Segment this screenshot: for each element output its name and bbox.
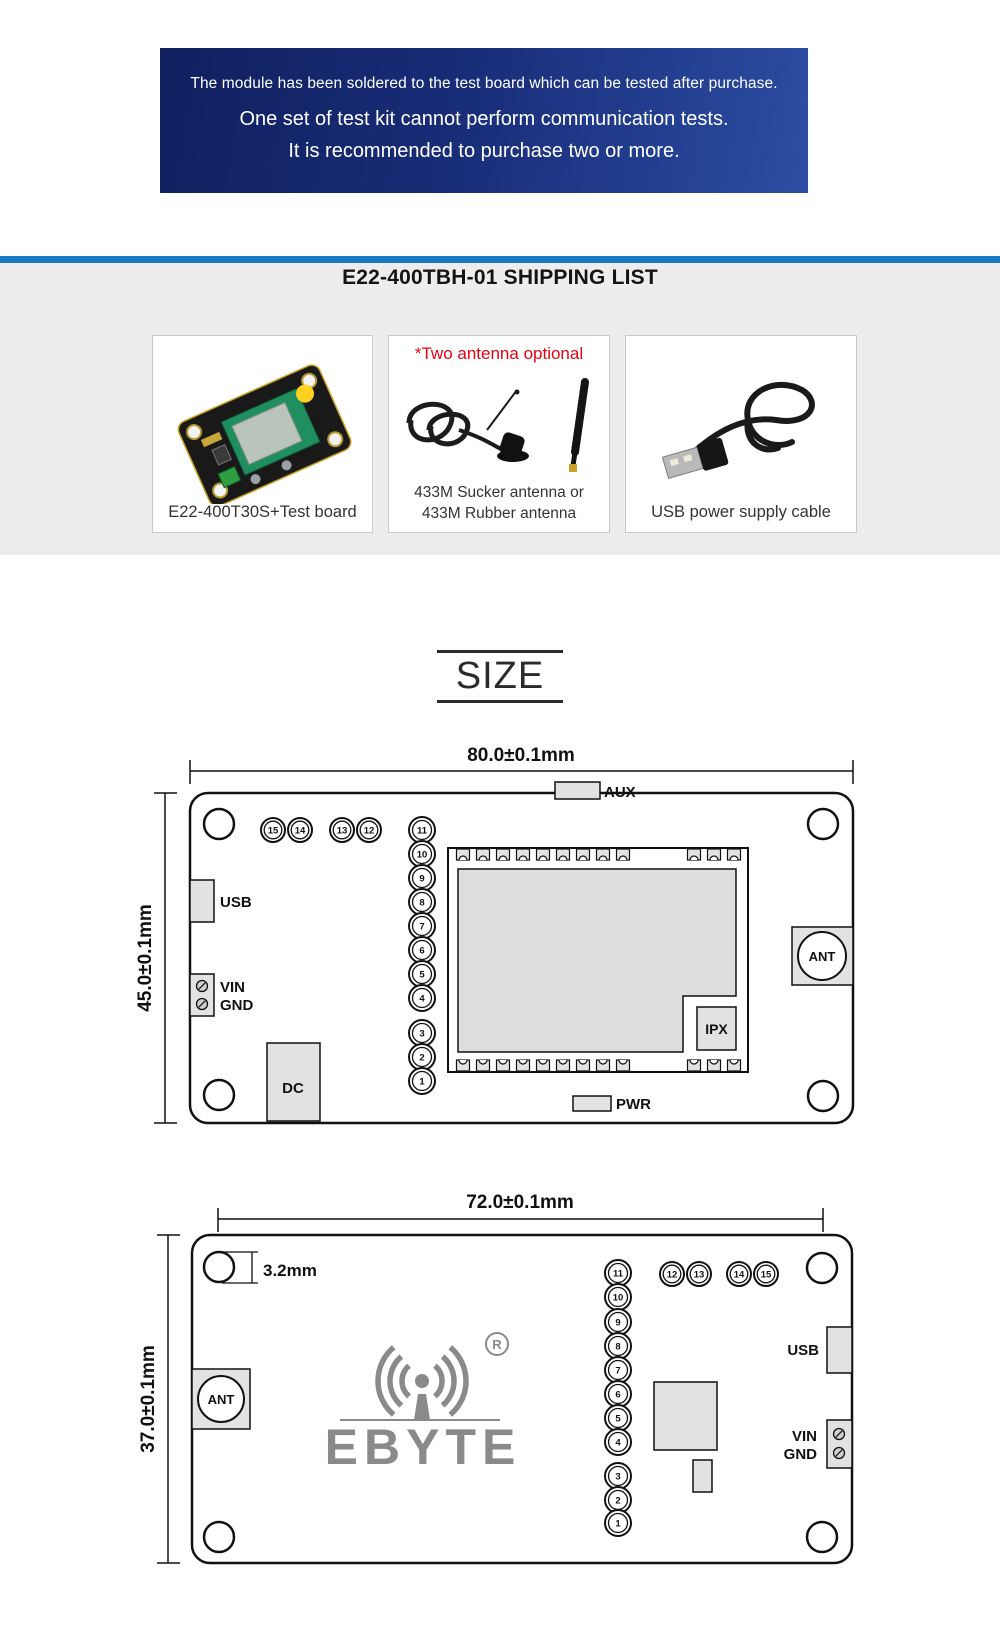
d1-module-castellations-bottom <box>457 1060 741 1071</box>
d1-pin-column <box>409 817 435 1094</box>
shipping-item-usb-cable <box>625 335 857 533</box>
d1-usb-label: USB <box>220 894 252 911</box>
shipping-item-test-board <box>152 335 373 533</box>
d2-pin-12: 12 <box>666 1269 678 1281</box>
d1-pwr-pad <box>573 1096 611 1111</box>
d2-pin-10: 10 <box>612 1292 624 1304</box>
d1-ant-label: ANT <box>808 949 836 964</box>
d2-pin-13: 13 <box>693 1269 705 1281</box>
d2-height-dim-label: 37.0±0.1mm <box>138 1345 159 1453</box>
d1-vin-label: VIN <box>220 979 246 996</box>
d2-component-pad-small <box>693 1460 712 1492</box>
test-board-label: E22-400T30S+Test board <box>168 503 357 521</box>
d1-pin-7: 7 <box>419 921 425 933</box>
d1-pwr-label: PWR <box>616 1096 651 1113</box>
antennas-image <box>389 368 609 478</box>
size-rule-bottom <box>437 700 563 703</box>
dimension-drawing-top-board <box>130 735 890 1135</box>
d1-pin-15: 15 <box>267 825 279 837</box>
d2-pin-3: 3 <box>615 1471 621 1483</box>
d1-aux-pad <box>555 782 600 799</box>
d2-usb-pad <box>827 1327 852 1373</box>
d1-pin-11: 11 <box>416 825 428 837</box>
d1-height-dimension <box>154 793 177 1123</box>
d2-usb-label: USB <box>787 1342 819 1359</box>
antenna-option-note: *Two antenna optional <box>414 344 584 363</box>
d2-ant-label: ANT <box>207 1392 235 1407</box>
d2-pin-9: 9 <box>615 1317 621 1329</box>
d1-power-terminal <box>190 974 214 1016</box>
d1-module-castellations-top <box>457 849 741 860</box>
d2-mounting-hole-tl <box>204 1252 234 1282</box>
d2-pin-4: 4 <box>615 1437 621 1449</box>
ebyte-logo-text: EBYTE <box>324 1419 522 1475</box>
antennas-label <box>389 482 609 524</box>
d2-mounting-hole-tr <box>807 1253 837 1283</box>
banner-line-2: One set of test kit cannot perform communication tests. <box>239 108 729 130</box>
d1-gnd-label: GND <box>220 997 254 1014</box>
d2-pin-column <box>605 1260 631 1536</box>
d1-pin-1: 1 <box>419 1076 425 1088</box>
d2-width-dim-label: 72.0±0.1mm <box>466 1192 574 1213</box>
d2-pin-1: 1 <box>615 1518 621 1530</box>
d2-pin-8: 8 <box>615 1341 621 1353</box>
antennas-label-line2: 433M Rubber antenna <box>421 505 577 522</box>
d2-pin-6: 6 <box>615 1389 621 1401</box>
d2-pin-15: 15 <box>760 1269 772 1281</box>
d2-pin-14: 14 <box>733 1269 745 1281</box>
shipping-item-antennas <box>388 335 610 533</box>
d2-gnd-label: GND <box>783 1446 817 1463</box>
d2-power-terminal <box>827 1420 852 1468</box>
d1-ipx-label: IPX <box>705 1021 728 1037</box>
d1-width-dim-label: 80.0±0.1mm <box>467 745 575 766</box>
d2-pin-7: 7 <box>615 1365 621 1377</box>
d1-usb-pad <box>190 880 214 922</box>
banner-line-1: The module has been soldered to the test board which can be tested after purchase. <box>190 75 778 92</box>
d2-height-dimension <box>157 1235 180 1563</box>
d2-mounting-hole-bl <box>204 1522 234 1552</box>
d2-vin-label: VIN <box>791 1428 817 1445</box>
d1-mounting-hole-tl <box>204 809 234 839</box>
d1-pin-3: 3 <box>419 1028 425 1040</box>
d1-pin-5: 5 <box>419 969 425 981</box>
blue-divider <box>0 256 1000 263</box>
d1-height-dim-label: 45.0±0.1mm <box>135 904 156 1012</box>
banner-line-3: It is recommended to purchase two or more. <box>288 140 680 162</box>
dimension-drawing-bottom-board <box>130 1140 890 1585</box>
d2-pin-2: 2 <box>615 1495 621 1507</box>
d2-pin-5: 5 <box>615 1413 621 1425</box>
d1-mounting-hole-tr <box>808 809 838 839</box>
notice-banner <box>160 48 808 193</box>
antennas-label-line1: 433M Sucker antenna or <box>414 484 584 501</box>
d1-mounting-hole-br <box>808 1081 838 1111</box>
d1-dc-label: DC <box>282 1080 304 1097</box>
usb-cable-label: USB power supply cable <box>651 503 831 521</box>
d2-hole-dim-label: 3.2mm <box>263 1261 317 1280</box>
d1-pin-2: 2 <box>419 1052 425 1064</box>
d1-pin-4: 4 <box>419 993 425 1005</box>
d1-pin-12: 12 <box>363 825 375 837</box>
d1-pin-8: 8 <box>419 897 425 909</box>
ebyte-logo-reg-letter: R <box>492 1337 502 1352</box>
size-title: SIZE <box>455 655 545 697</box>
size-heading <box>437 650 563 703</box>
d2-component-pad-large <box>654 1382 717 1450</box>
d2-board-outline <box>192 1235 852 1563</box>
d1-pin-10: 10 <box>416 849 428 861</box>
d2-mounting-hole-br <box>807 1522 837 1552</box>
d1-mounting-hole-bl <box>204 1080 234 1110</box>
test-board-image <box>153 354 372 504</box>
d1-pin-9: 9 <box>419 873 425 885</box>
d2-pin-11: 11 <box>612 1268 624 1280</box>
d1-pin-14: 14 <box>294 825 306 837</box>
usb-cable-image <box>626 358 856 493</box>
shipping-list-title: E22-400TBH-01 SHIPPING LIST <box>342 266 658 289</box>
d1-pin-13: 13 <box>336 825 348 837</box>
d1-aux-label: AUX <box>604 784 636 801</box>
d1-pin-6: 6 <box>419 945 425 957</box>
